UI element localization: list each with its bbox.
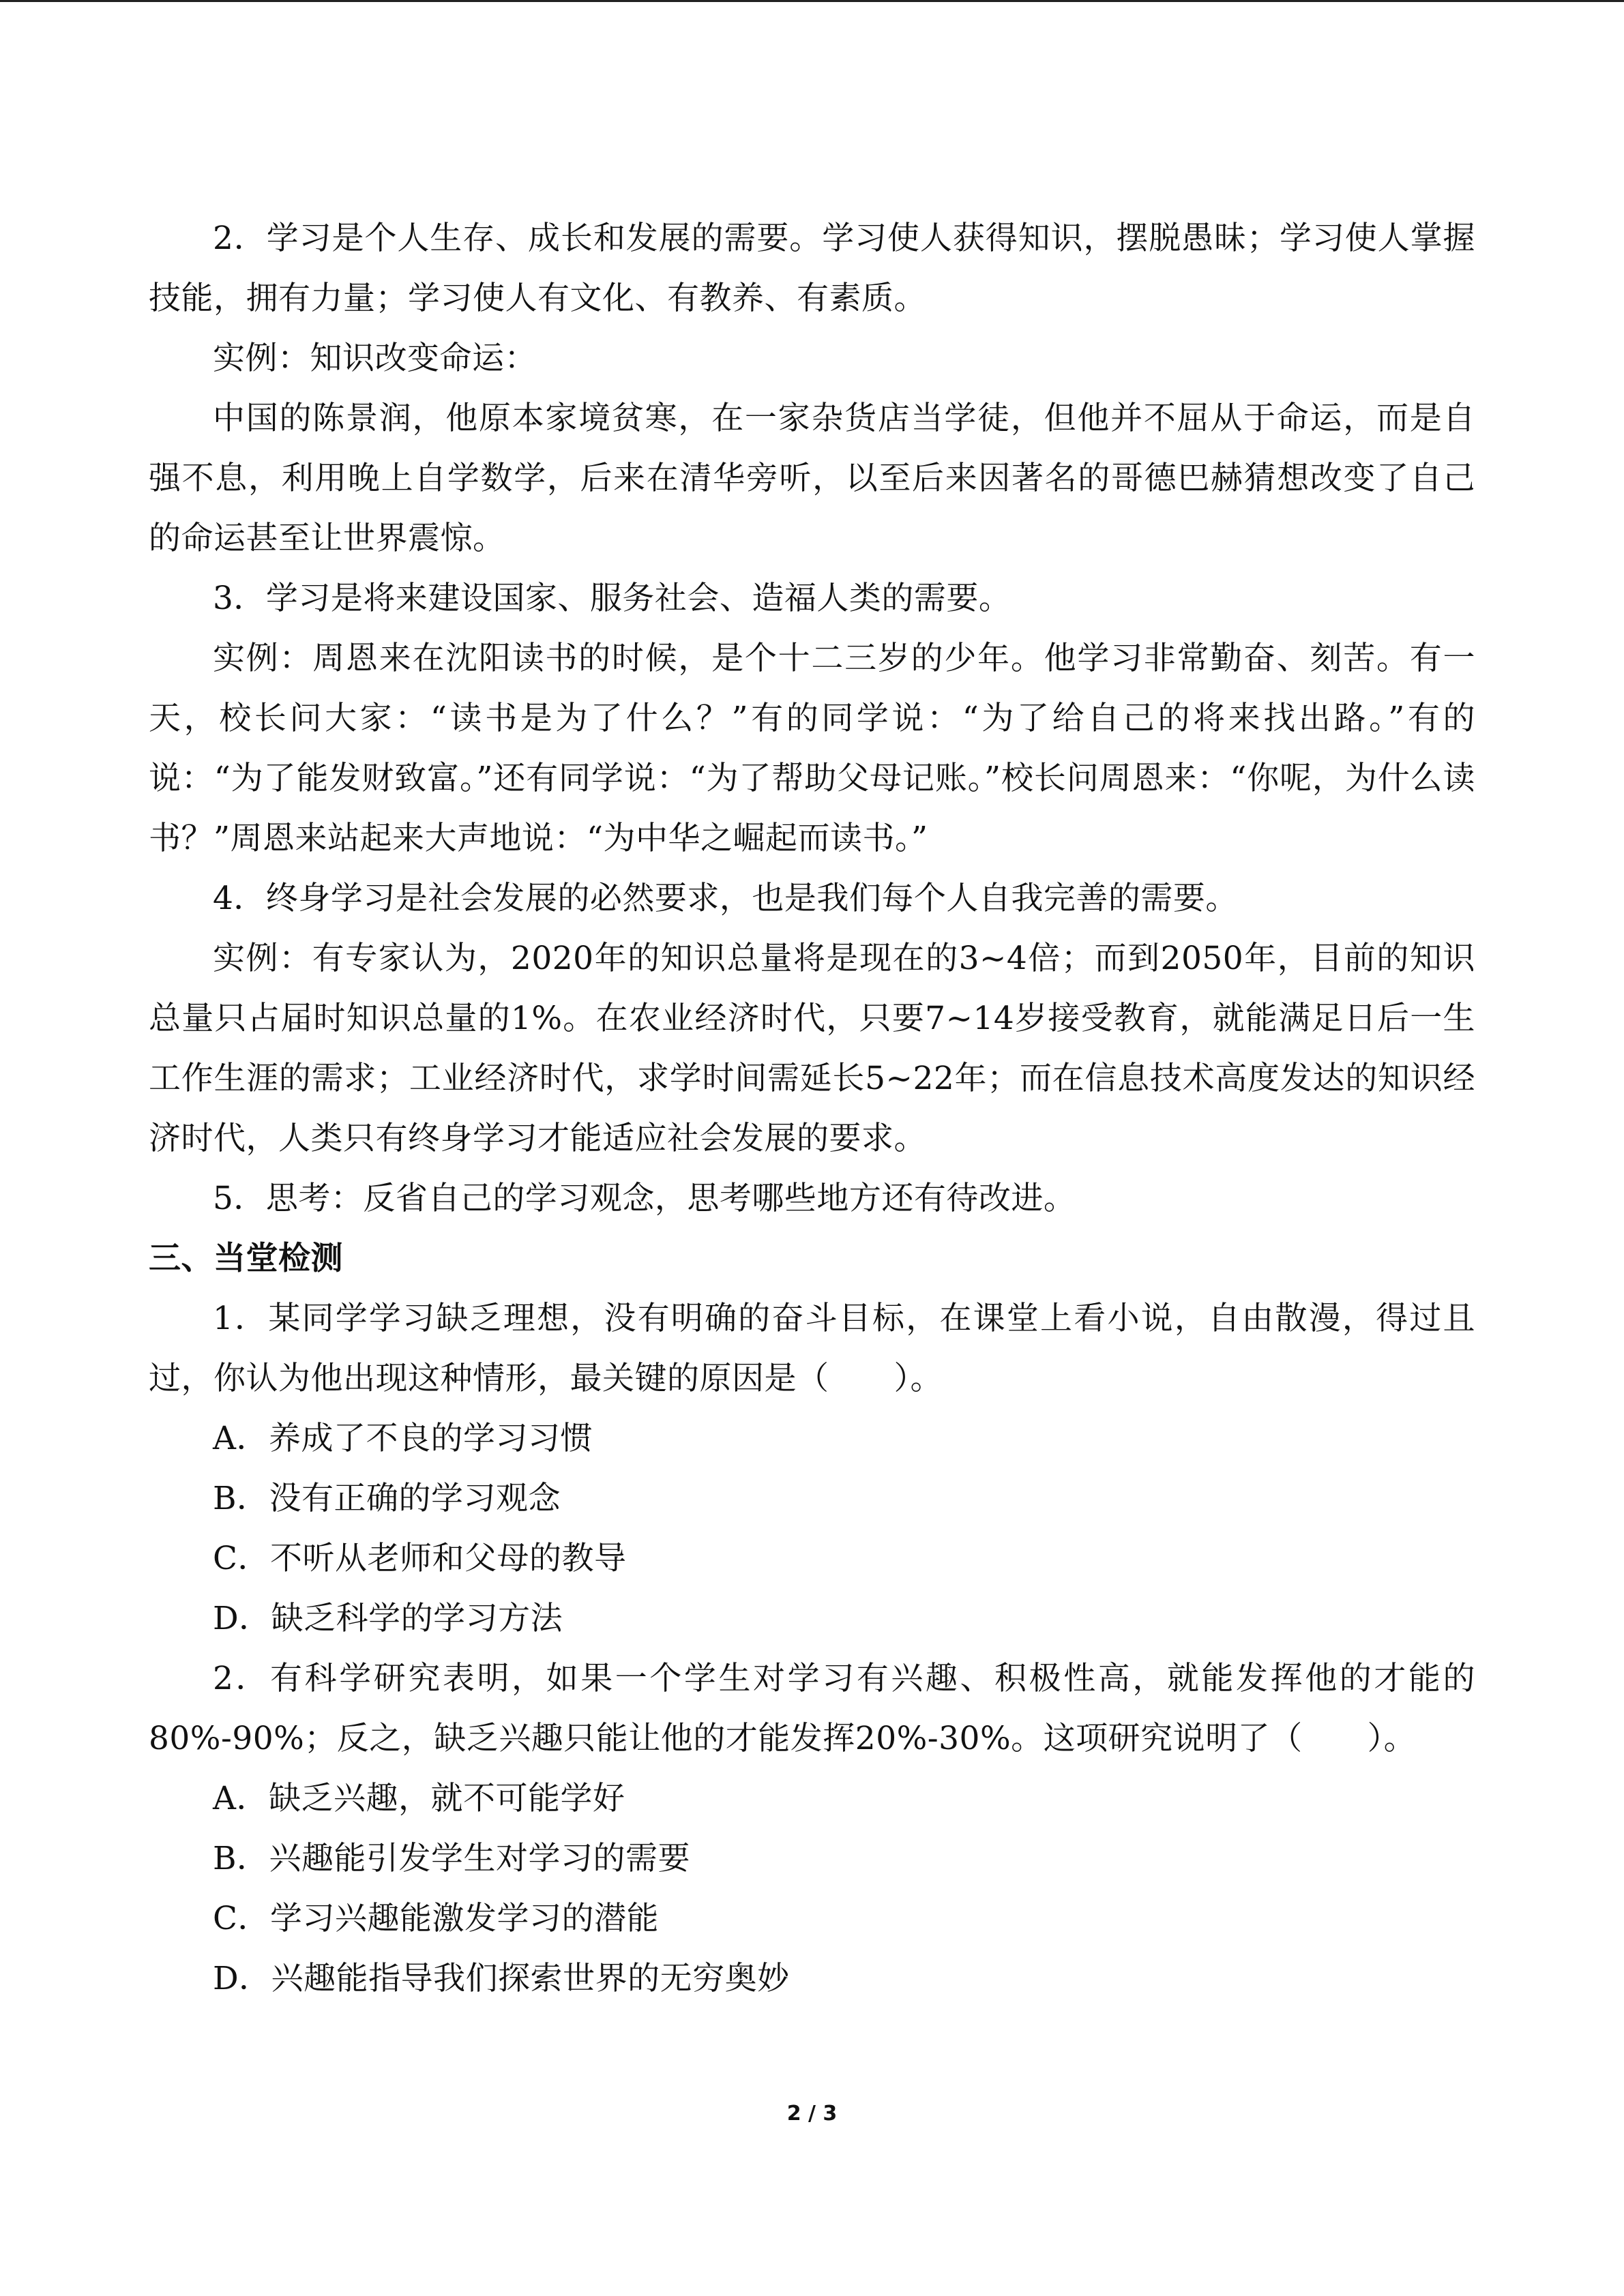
example-knowledge-growth: 实例：有专家认为，2020年的知识总量将是现在的3~4倍；而到2050年，目前的知识总量只占届时知识总量的1%。在农业经济时代，只要7~14岁接受教育，就能满足日后一生工作生涯的需求；工业经济时代，求学时间需延长5~22年；而在信息技术高度发达的知识经济时代，人类只有终身学习才能适应社会发展的要求。: [149, 940, 1475, 1157]
point-3-paragraph: 3．学习是将来建设国家、服务社会、造福人类的需要。: [213, 580, 1012, 617]
question-2-option-b: B．兴趣能引发学生对学习的需要: [213, 1840, 691, 1877]
question-2-stem: 2．有科学研究表明，如果一个学生对学习有兴趣、积极性高，就能发挥他的才能的80%-90%；反之，缺乏兴趣只能让他的才能发挥20%-30%。这项研究说明了（ ）。: [149, 1660, 1475, 1757]
page-number: 2 / 3: [786, 2102, 838, 2126]
section-heading: 三、当堂检测: [149, 1240, 343, 1277]
example-label: 实例：知识改变命运：: [213, 340, 537, 377]
document-body: [149, 209, 1475, 2009]
question-1-option-c: C．不听从老师和父母的教导: [213, 1540, 627, 1577]
question-2-option-a: A．缺乏兴趣，就不可能学好: [213, 1780, 625, 1817]
point-4-paragraph: 4．终身学习是社会发展的必然要求，也是我们每个人自我完善的需要。: [213, 880, 1238, 917]
top-border-line: [0, 0, 1624, 2]
example-zhou-enlai: 实例：周恩来在沈阳读书的时候，是个十二三岁的少年。他学习非常勤奋、刻苦。有一天，校长问大家：“读书是为了什么？”有的同学说：“为了给自己的将来找出路。”有的说：“为了能发财致富。”还有同学说：“为了帮助父母记账。”校长问周恩来：“你呢，为什么读书？”周恩来站起来大声地说：“为中华之崛起而读书。”: [149, 640, 1475, 857]
question-1-stem: 1．某同学学习缺乏理想，没有明确的奋斗目标，在课堂上看小说，自由散漫，得过且过，你认为他出现这种情形，最关键的原因是（ ）。: [149, 1300, 1475, 1397]
example-chen-jingrun: 中国的陈景润，他原本家境贫寒，在一家杂货店当学徒，但他并不屈从于命运，而是自强不息，利用晚上自学数学，后来在清华旁听，以至后来因著名的哥德巴赫猜想改变了自己的命运甚至让世界震惊。: [149, 400, 1475, 557]
question-2-option-d: D．兴趣能指导我们探索世界的无穷奥妙: [213, 1960, 790, 1997]
question-2-option-c: C．学习兴趣能激发学习的潜能: [213, 1900, 659, 1937]
question-1-option-d: D．缺乏科学的学习方法: [213, 1600, 563, 1637]
question-1-option-a: A．养成了不良的学习习惯: [213, 1420, 593, 1457]
point-5-paragraph: 5．思考：反省自己的学习观念，思考哪些地方还有待改进。: [213, 1180, 1076, 1217]
question-1-option-b: B．没有正确的学习观念: [213, 1480, 561, 1517]
point-2-paragraph: 2．学习是个人生存、成长和发展的需要。学习使人获得知识，摆脱愚昧；学习使人掌握技能，拥有力量；学习使人有文化、有教养、有素质。: [149, 220, 1475, 317]
